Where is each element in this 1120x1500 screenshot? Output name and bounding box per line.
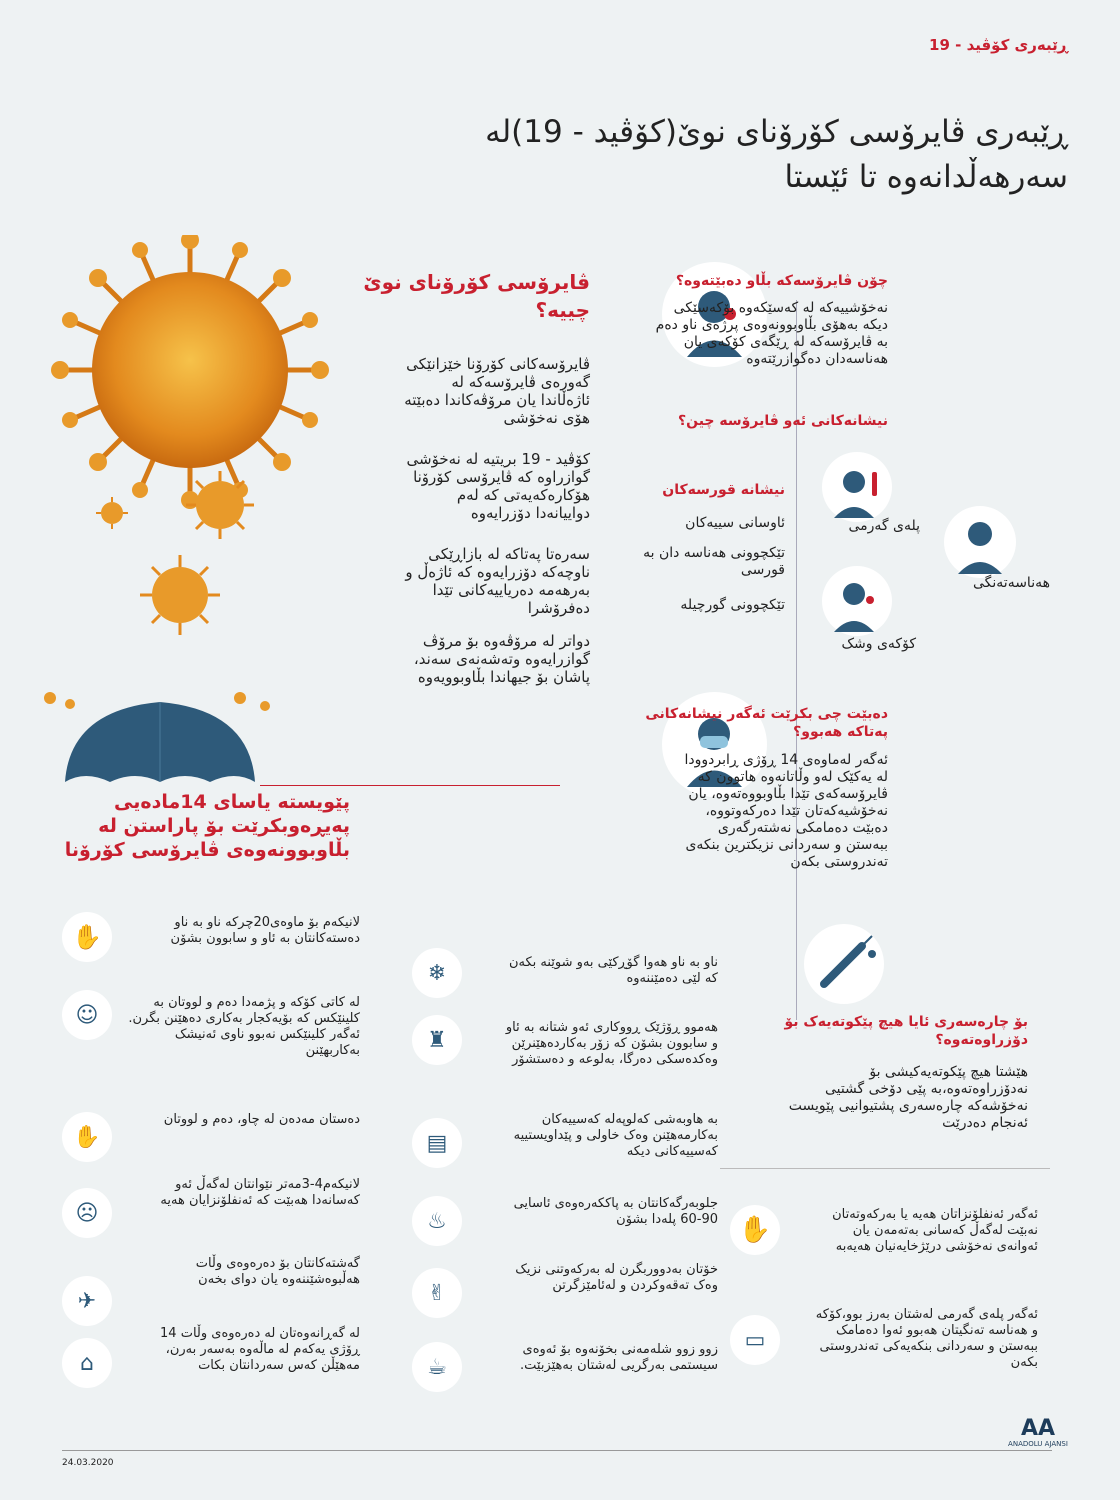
tip-mid-5: خۆتان بەدووربگرن لە بەرکەوتنی نزیک وەک تەقەوکردن و لەئامێزگرتن xyxy=(515,1262,718,1293)
tip-right-2: ئەگەر پلەی گەرمی لەشتان بەرز بوو،کۆکە و هەناسە تەنگیتان هەبوو ئەوا دەمامک ببەستن و سەردانی بنکەیەکی تەندروستی بکەن xyxy=(815,1307,1038,1370)
tip-mid-3: بە هاوبەشی کەلوپەلە کەسییەکان بەکارمەهێنن وەک خاولی و پێداویستییە کەسییەکانی دیکە xyxy=(513,1112,718,1159)
tip-right-2-icon: ▭ xyxy=(730,1315,780,1365)
brand-name: ANADOLU AJANSI xyxy=(1008,1440,1068,1448)
what-is-para-2: کۆڤید - 19 بریتیە لە نەخۆشی گوازراوە کە ڤایرۆسی کۆرۆنا هۆکارەکەیەتی کە لەم دواییانەدا دۆزرایەوە xyxy=(406,450,590,522)
divider-line xyxy=(260,785,560,786)
what-to-do-title: دەبێت چی بکرێت ئەگەر نیشانەکانی پەتاکە هەبوو؟ xyxy=(645,706,888,740)
what-to-do-text: ئەگەر لەماوەی 14 ڕۆژی ڕابردوودا لە یەکێک لەو وڵاتانەوە هاتوون کە ڤایرۆسەکەی تێدا بڵاوبووەتەوە، یان نەخۆشیەکەتان تێدا دەرکەوتووە، دەبێت دەمامکی نەشتەرگەری ببەستن و سەردانی نزیکترین بنکەی تەندروستی بکەن xyxy=(684,752,888,870)
tip-mid-4: جلوبەرگەکانتان بە پاککەرەوەی ئاسایی 90-60 پلەدا بشۆن xyxy=(513,1196,718,1227)
what-is-para-4: دواتر لە مرۆڤەوە بۆ مرۆڤ گوازرایەوە وتەشەنەی سەند، پاشان بۆ جیهاندا بڵاوبوویەوە xyxy=(413,632,590,686)
tip-left-2-icon: ☺ xyxy=(62,990,112,1040)
tip-left-4: لانیکەم4-3مەتر نێوانتان لەگەڵ ئەو کەسانەدا هەبێت کە ئەنفلۆنزایان هەیە xyxy=(160,1177,360,1208)
page-title: ڕێبەری ڤایرۆسی کۆرۆنای نوێ(کۆڤید - 19)لە سەرهەڵدانەوە تا ئێستا xyxy=(485,114,1068,195)
dry-cough-icon xyxy=(822,566,892,636)
timeline-line xyxy=(796,300,797,1020)
rules-title: پێویستە یاسای 14مادەیی پەیڕەوبکرێت بۆ پاراستن لە بڵاوبوونەوەی ڤایرۆسی کۆرۆنا xyxy=(64,791,350,861)
breath-label: هەناسەتەنگی xyxy=(973,575,1050,591)
tip-mid-6: زوو زوو شلەمەنی بخۆنەوە بۆ ئەوەی سیستمی بەرگریی لەشتان بەهێزبێت. xyxy=(520,1342,718,1373)
tip-left-6-icon: ⌂ xyxy=(62,1338,112,1388)
tip-mid-1: ناو بە ناو هەوا گۆڕکێی بەو شوێنە بکەن کە لێی دەمێننەوە xyxy=(508,955,718,986)
what-is-para-1: ڤایرۆسەکانی کۆرۆنا خێزانێکی گەورەی ڤایرۆسەکە لە ئاژەڵاندا یان مرۆڤەکاندا دەبێتە هۆی نەخۆشی xyxy=(404,355,590,427)
tip-mid-3-icon: ▤ xyxy=(412,1118,462,1168)
tip-left-4-icon: ☹ xyxy=(62,1188,112,1238)
severe-symptoms-title: نیشانە قورسەکان xyxy=(662,482,785,498)
tip-left-3: دەستان مەدەن لە چاو، دەم و لووتان xyxy=(163,1112,360,1127)
tip-mid-6-icon: ☕ xyxy=(412,1342,462,1392)
severe-symptom-1: ئاوسانی سییەکان xyxy=(685,515,785,531)
footer-line xyxy=(62,1450,1052,1451)
separator xyxy=(720,1168,1050,1169)
tip-left-6: لە گەڕانەوەتان لە دەرەوەی وڵات 14 ڕۆژی یەکەم لە ماڵەوە بەسەر بەرن، مەهێڵن کەس سەردانتان بکات xyxy=(160,1326,360,1373)
tip-left-5-icon: ✈ xyxy=(62,1276,112,1326)
tip-mid-5-icon: ✌ xyxy=(412,1268,462,1318)
header-tag: ڕێبەری کۆڤید - 19 xyxy=(929,36,1068,54)
syringe-icon xyxy=(804,924,884,1004)
dry-cough-label: کۆکەی وشک xyxy=(841,636,916,652)
fever-label: پلەی گەرمی xyxy=(848,518,920,534)
umbrella-illustration xyxy=(40,690,280,790)
tip-left-3-icon: ✋ xyxy=(62,1112,112,1162)
tip-mid-4-icon: ♨ xyxy=(412,1196,462,1246)
tip-left-1: لانیکەم بۆ ماوەی20چرکە ناو بە ناو دەستەکانتان بە ئاو و سابوون بشۆن xyxy=(170,915,360,946)
what-is-para-3: سەرەتا پەتاکە لە بازاڕێکی ناوچەکە دۆزرایەوە کە ئاژەڵ و بەرهەمە دەریاییەکانی تێدا دەفرۆشرا xyxy=(405,545,590,617)
tip-left-2: لە کاتی کۆکە و پژمەدا دەم و لووتان بە کلینێکس کە بۆیەکجار بەکاری دەهێنن بگرن. ئەگەر کلینێکس نەبوو ناوی ئەنیشک بەکاربهێنن xyxy=(128,995,360,1058)
tip-right-1-icon: ✋ xyxy=(730,1205,780,1255)
brand-logo: AA ANADOLU AJANSI xyxy=(1008,1416,1068,1448)
tip-left-5: گەشتەکانتان بۆ دەرەوەی وڵات هەڵبوەشێننەوە یان دوای بخەن xyxy=(195,1256,360,1287)
breath-icon xyxy=(944,506,1016,578)
footer-date: 24.03.2020 xyxy=(62,1458,114,1468)
tip-left-1-icon: ✋ xyxy=(62,912,112,962)
tip-mid-2-icon: ♜ xyxy=(412,1015,462,1065)
fever-icon xyxy=(822,452,892,522)
treatment-title: بۆ چارەسەری ئایا هیچ پێکوتەیەک بۆ دۆزراوەتەوە؟ xyxy=(784,1014,1028,1048)
virus-illustration xyxy=(40,235,380,655)
severe-symptom-3: تێکچوونی گورچیلە xyxy=(680,597,785,613)
symptoms-title: نیشانەکانی ئەو ڤایرۆسە چین؟ xyxy=(678,413,888,429)
treatment-text: هێشتا هیچ پێکوتەیەکیشی بۆ نەدۆزراوەتەوە،بە پێی دۆخی گشتیی نەخۆشەکە چارەسەری پشتیوانیی پێویست ئەنجام دەدرێت xyxy=(788,1064,1028,1131)
what-is-title: ڤایرۆسی کۆرۆنای نوێ چییە؟ xyxy=(363,270,590,322)
severe-symptom-2: تێکچوونی هەناسە دان بە قورسی xyxy=(643,545,785,578)
tip-mid-2: هەموو ڕۆژێک ڕووکاری ئەو شتانە بە ئاو و سابوون بشۆن کە زۆر بەکاردەهێنرێن وەکدەسکی دەرگا، بەلوعە و دەستشۆر xyxy=(505,1020,718,1067)
tip-right-1: ئەگەر ئەنفلۆنزاتان هەیە یا بەرکەوتەتان نەبێت لەگەڵ کەسانی بەتەمەن یان ئەوانەی نەخۆشی درێژخایەنیان هەیەبە xyxy=(832,1207,1038,1254)
spread-title: چۆن ڤایرۆسەکە بڵاو دەبێتەوە؟ xyxy=(675,273,888,289)
spread-text: نەخۆشییەکە لە کەسێکەوە بۆکەسێکی دیکە بەهۆی بڵاوبوونەوەی پرژەی ناو دەم بە ڤایرۆسەکە لە ڕێگەی کۆکەی یان هەناسەدان دەگوازرێتەوە xyxy=(655,300,888,367)
tip-mid-1-icon: ❄ xyxy=(412,948,462,998)
